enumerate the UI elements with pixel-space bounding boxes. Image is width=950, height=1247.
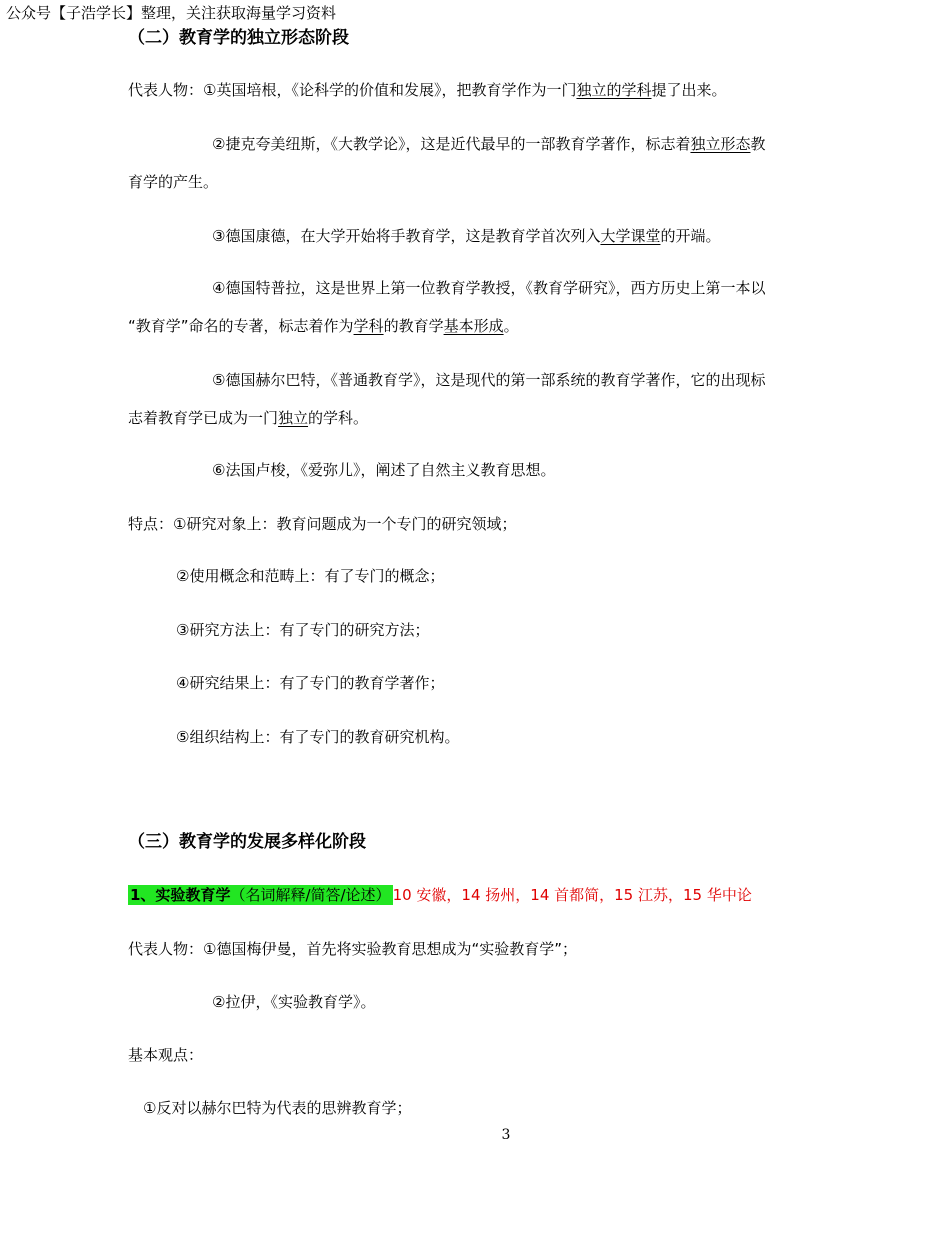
paragraph-1 <box>128 80 727 100</box>
section-2-title: （二）教育学的独立形态阶段 <box>128 28 349 48</box>
p2-underline: 独立形态 <box>690 135 751 153</box>
features-line-1 <box>128 514 516 534</box>
p4-tail: 。 <box>503 317 519 335</box>
feature-item: ①研究对象上：教育问题成为一个专门的研究领域； <box>173 515 517 533</box>
p4-mid: 的教育学 <box>383 317 444 335</box>
item-1-title: 1、实验教育学 <box>130 886 231 904</box>
p4-underline-2: 基本形成 <box>443 317 504 335</box>
paragraph-4-cont <box>128 316 519 336</box>
feature-item: ③研究方法上：有了专门的研究方法； <box>176 621 430 639</box>
item-1-heading <box>128 885 752 905</box>
paragraph-6: ⑥法国卢梭，《爱弥儿》，阐述了自然主义教育思想。 <box>212 461 556 479</box>
item-1-type: （名词解释/简答/论述） <box>230 886 391 904</box>
watermark: 公众号【子浩学长】整理，关注获取海量学习资料 <box>6 4 337 22</box>
paragraph-2-cont: 育学的产生。 <box>128 173 219 191</box>
p5-text: 志着教育学已成为一门 <box>128 409 279 427</box>
rep-label: 代表人物： <box>128 940 204 958</box>
paragraph-3 <box>212 226 720 246</box>
rep-line-1 <box>128 939 577 959</box>
p4-text: “教育学”命名的专著，标志着作为 <box>128 317 354 335</box>
feature-item: ②使用概念和范畴上：有了专门的概念； <box>176 567 445 585</box>
paragraph-5: ⑤德国赫尔巴特，《普通教育学》，这是现代的第一部系统的教育学著作，它的出现标 <box>212 371 766 389</box>
p3-tail: 的开端。 <box>660 227 721 245</box>
paragraph-2 <box>212 134 765 154</box>
features-label: 特点： <box>128 515 174 533</box>
item-1-highlight <box>128 885 393 905</box>
paragraph-4: ④德国特普拉，这是世界上第一位教育学教授，《教育学研究》，西方历史上第一本以 <box>212 279 766 297</box>
p5-tail: 的学科。 <box>308 409 369 427</box>
rep-label: 代表人物： <box>128 81 204 99</box>
view-item: ①反对以赫尔巴特为代表的思辨教育学； <box>143 1099 412 1117</box>
p4-underline-1: 学科 <box>353 317 384 335</box>
page-number: 3 <box>501 1127 511 1143</box>
paragraph-5-cont <box>128 408 368 428</box>
rep-item: ①德国梅伊曼，首先将实验教育思想成为“实验教育学”； <box>203 940 578 958</box>
p2-tail: 教 <box>750 135 766 153</box>
p3-text: ③德国康德，在大学开始将手教育学，这是教育学首次列入 <box>212 227 601 245</box>
p1-text: ①英国培根，《论科学的价值和发展》，把教育学作为一门 <box>203 81 577 99</box>
p3-underline: 大学课堂 <box>600 227 661 245</box>
p1-tail: 提了出来。 <box>651 81 727 99</box>
section-3-title: （三）教育学的发展多样化阶段 <box>128 832 366 852</box>
p2-text: ②捷克夸美纽斯，《大教学论》，这是近代最早的一部教育学著作，标志着 <box>212 135 691 153</box>
p5-underline: 独立 <box>278 409 309 427</box>
feature-item: ⑤组织结构上：有了专门的教育研究机构。 <box>176 728 460 746</box>
rep-item: ②拉伊，《实验教育学》。 <box>212 993 376 1011</box>
feature-item: ④研究结果上：有了专门的教育学著作； <box>176 674 445 692</box>
views-label: 基本观点： <box>128 1046 204 1064</box>
item-1-exams: 10 安徽，14 扬州，14 首都简，15 江苏，15 华中论 <box>392 886 752 904</box>
p1-underline: 独立的学科 <box>576 81 652 99</box>
